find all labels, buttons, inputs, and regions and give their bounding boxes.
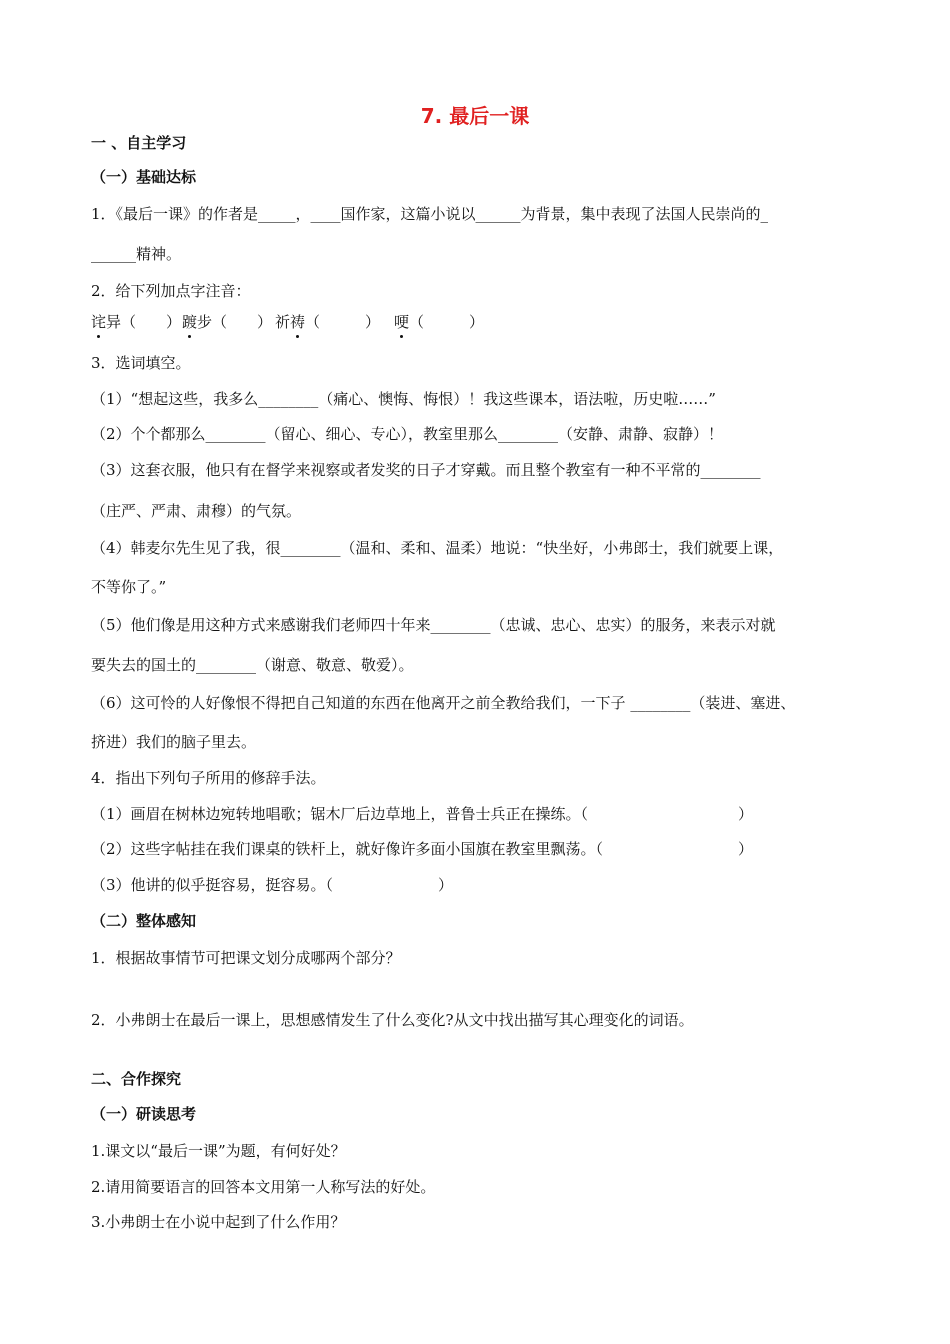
question-3-1: （1）“想起这些，我多么________（痛心、懊悔、悔恨）！我这些课本，语法啦，历史啦……” [91, 390, 716, 408]
question-4: 4．指出下列句子所用的修辞手法。 [91, 769, 326, 787]
study-question-2: 2.请用简要语言的回答本文用第一人称写法的好处。 [91, 1178, 436, 1196]
pinyin-item-3: 祈祷（ ） [275, 313, 381, 331]
question-4-2: （2）这些字帖挂在我们课桌的铁杆上，就好像许多面小国旗在教室里飘荡。（ ） [91, 840, 754, 858]
question-3-5-line-2: 要失去的国土的________（谢意、敬意、敬爱）。 [91, 656, 414, 674]
question-3-3-line-1: （3）这套衣服，他只有在督学来视察或者发奖的日子才穿戴。而且整个教室有一种不平常的________ [91, 461, 761, 479]
question-3-6-line-1: （6）这可怜的人好像恨不得把自己知道的东西在他离开之前全教给我们，一下子 ________（装进、塞进、 [91, 694, 796, 712]
pinyin-item-1: 诧异（ ） [91, 313, 182, 331]
dotted-char: 祷 [290, 313, 306, 331]
dotted-char: 哽 [394, 313, 410, 331]
section-heading-self-study: 一 、自主学习 [91, 134, 187, 152]
question-3-4-line-1: （4）韩麦尔先生见了我，很________（温和、柔和、温柔）地说：“快坐好，小弗郎士，我们就要上课， [91, 539, 784, 557]
overall-question-1: 1．根据故事情节可把课文划分成哪两个部分？ [91, 949, 401, 967]
question-2: 2．给下列加点字注音： [91, 282, 251, 300]
subsection-heading-overall: （二）整体感知 [91, 912, 197, 930]
question-3-3-line-2: （庄严、严肃、肃穆）的气氛。 [91, 502, 302, 520]
question-3-5-line-1: （5）他们像是用这种方式来感谢我们老师四十年来________（忠诚、忠心、忠实）的服务，来表示对就 [91, 616, 776, 634]
question-3-6-line-2: 挤进）我们的脑子里去。 [91, 733, 257, 751]
pinyin-item-4: 哽（ ） [394, 313, 485, 331]
pinyin-item-2: 踱步（ ） [182, 313, 273, 331]
dotted-char: 踱 [182, 313, 198, 331]
question-3-4-line-2: 不等你了。” [91, 578, 167, 596]
question-3-2: （2）个个都那么________（留心、细心、专心），教室里那么________（安静、肃静、寂静）！ [91, 425, 724, 443]
question-4-1: （1）画眉在树林边宛转地唱歌；锯木厂后边草地上，普鲁士兵正在操练。（ ） [91, 805, 754, 823]
question-3: 3．选词填空。 [91, 354, 191, 372]
subsection-heading-basics: （一）基础达标 [91, 168, 197, 186]
section-heading-cooperative: 二、合作探究 [91, 1070, 182, 1088]
overall-question-2: 2．小弗朗士在最后一课上，思想感情发生了什么变化?从文中找出描写其心理变化的词语。 [91, 1011, 694, 1029]
subsection-heading-study: （一）研读思考 [91, 1105, 197, 1123]
study-question-1: 1.课文以“最后一课”为题，有何好处？ [91, 1142, 346, 1160]
study-question-3: 3.小弗朗士在小说中起到了什么作用？ [91, 1213, 346, 1231]
question-4-3: （3）他讲的似乎挺容易，挺容易。（ ） [91, 876, 454, 894]
dotted-char: 诧 [91, 313, 107, 331]
page-title: 7. 最后一课 [420, 104, 530, 128]
question-1-line-1: 1．《最后一课》的作者是_____，____国作家，这篇小说以______为背景，集中表现了法国人民崇尚的_ [91, 205, 769, 223]
question-1-line-2: ______精神。 [91, 245, 182, 263]
